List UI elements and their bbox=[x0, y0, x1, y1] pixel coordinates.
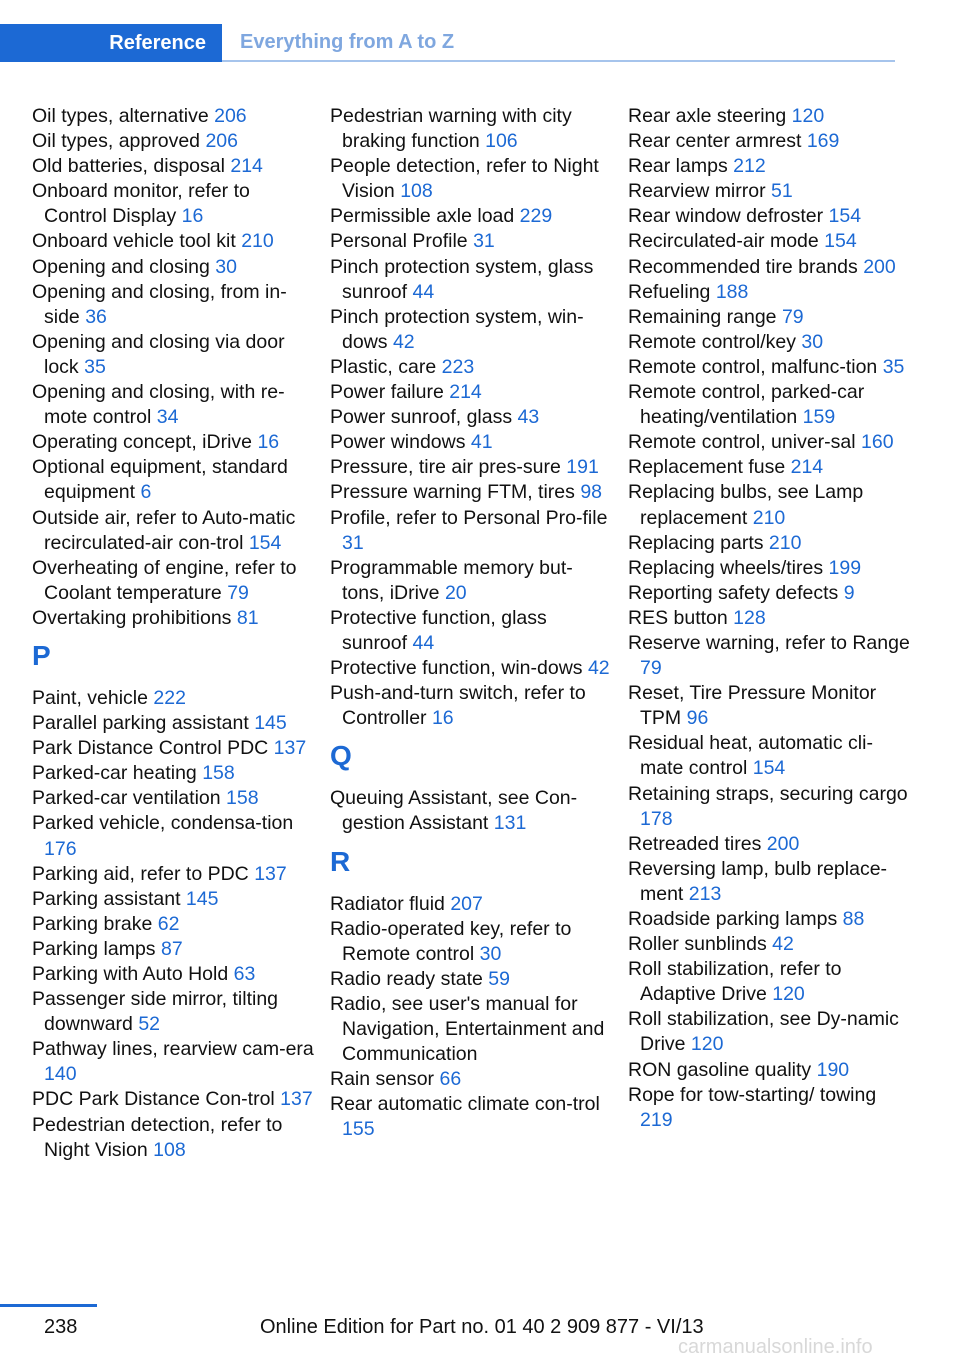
index-term: Replacing wheels/tires bbox=[628, 556, 829, 579]
index-entry bbox=[32, 104, 317, 129]
index-term: Protective function, win‐dows bbox=[330, 657, 588, 680]
index-term: Replacing parts bbox=[628, 531, 769, 554]
index-term: Pinch protection system, glass sunroof bbox=[330, 255, 594, 303]
index-entry bbox=[32, 255, 317, 280]
index-entry bbox=[32, 736, 317, 761]
page-reference-link[interactable]: 62 bbox=[157, 912, 180, 935]
page-reference-link[interactable]: 222 bbox=[153, 686, 186, 709]
index-entry bbox=[32, 987, 317, 1037]
page-reference-link[interactable]: 190 bbox=[816, 1058, 850, 1081]
page-reference-link[interactable]: 160 bbox=[861, 431, 894, 454]
page-reference-link[interactable]: 31 bbox=[473, 230, 495, 253]
page-reference-link[interactable]: 120 bbox=[690, 1033, 724, 1056]
page-reference-link[interactable]: 210 bbox=[768, 531, 802, 554]
index-term: Radiator fluid bbox=[330, 892, 451, 915]
page-reference-link[interactable]: 16 bbox=[181, 205, 204, 228]
page-reference-link[interactable]: 63 bbox=[233, 963, 256, 985]
page-reference-link[interactable]: 108 bbox=[400, 180, 433, 203]
index-entry bbox=[330, 480, 615, 505]
index-term: Park Distance Control PDC bbox=[32, 737, 274, 760]
page-reference-link[interactable]: 206 bbox=[214, 105, 247, 127]
page-reference-link[interactable]: 191 bbox=[566, 456, 599, 479]
page-reference-link[interactable]: 155 bbox=[342, 1118, 375, 1141]
index-term: Reserve warning, refer to Range bbox=[628, 631, 910, 654]
index-term: Radio ready state bbox=[330, 967, 489, 990]
index-entry bbox=[628, 731, 913, 781]
index-entry bbox=[330, 229, 615, 254]
index-term: Rear center armrest bbox=[628, 130, 807, 153]
index-entry bbox=[330, 967, 615, 992]
index-term: Oil types, approved bbox=[32, 130, 206, 153]
index-term: Rear automatic climate con‐trol bbox=[330, 1093, 600, 1116]
page-reference-link[interactable]: 79 bbox=[227, 581, 249, 604]
index-term: Recirculated-air mode bbox=[628, 230, 825, 253]
page-reference-link[interactable]: 214 bbox=[790, 456, 824, 479]
index-entry bbox=[32, 455, 317, 505]
index-term: Refueling bbox=[628, 280, 716, 303]
page-reference-link[interactable]: 35 bbox=[84, 355, 106, 378]
index-entry bbox=[330, 255, 615, 305]
index-term: Queuing Assistant, see Con‐gestion Assistant bbox=[330, 787, 578, 835]
index-term: Parallel parking assistant bbox=[32, 712, 255, 735]
page-reference-link[interactable]: 44 bbox=[412, 631, 435, 654]
index-entry bbox=[32, 154, 317, 179]
index-term: Parking aid, refer to PDC bbox=[32, 862, 255, 885]
index-term: RES button bbox=[628, 606, 734, 629]
page-reference-link[interactable]: 210 bbox=[241, 230, 274, 253]
index-term: Reversing lamp, bulb replace‐ment bbox=[628, 857, 888, 905]
index-term: Reporting safety defects bbox=[628, 581, 844, 604]
index-entry bbox=[32, 786, 317, 811]
page-reference-link[interactable]: 30 bbox=[215, 255, 237, 278]
page-reference-link[interactable]: 176 bbox=[44, 837, 77, 860]
page-reference-link[interactable]: 219 bbox=[640, 1108, 673, 1131]
page-reference-link[interactable]: 81 bbox=[236, 606, 259, 629]
index-term: Push-and-turn switch, refer to Controller bbox=[330, 682, 586, 730]
index-entry bbox=[628, 556, 913, 581]
index-term: Remote control, parked-car heating/ventilation bbox=[628, 381, 865, 429]
index-entry bbox=[628, 355, 913, 380]
index-term: Roller sunblinds bbox=[628, 933, 773, 956]
index-entry bbox=[330, 305, 615, 355]
index-term: Recommended tire brands bbox=[628, 255, 864, 278]
watermark: carmanualsonline.info bbox=[678, 1336, 873, 1358]
index-entry bbox=[628, 154, 913, 179]
index-entry bbox=[32, 937, 317, 962]
index-term: Old batteries, disposal bbox=[32, 155, 231, 178]
page-reference-link[interactable]: 34 bbox=[156, 406, 179, 429]
index-entry bbox=[330, 1067, 615, 1092]
page-reference-link[interactable]: 178 bbox=[640, 807, 673, 830]
index-entry bbox=[32, 1113, 317, 1163]
page-reference-link[interactable]: 43 bbox=[517, 406, 540, 429]
index-term: Parking brake bbox=[32, 912, 158, 935]
index-entry bbox=[330, 506, 615, 556]
page-reference-link[interactable]: 200 bbox=[863, 255, 896, 278]
index-term: Retaining straps, securing cargo bbox=[628, 782, 908, 805]
page-reference-link[interactable]: 30 bbox=[479, 942, 502, 965]
index-term: Opening and closing, with re‐mote control bbox=[32, 381, 285, 429]
index-entry bbox=[628, 932, 913, 957]
page-reference-link[interactable]: 6 bbox=[140, 481, 152, 504]
subsection-tab[interactable]: Everything from A to Z bbox=[240, 31, 455, 53]
index-entry bbox=[32, 380, 317, 430]
index-entry bbox=[32, 556, 317, 606]
index-entry bbox=[32, 962, 317, 987]
page-reference-link[interactable]: 154 bbox=[752, 757, 786, 780]
index-column-2 bbox=[330, 104, 615, 1142]
index-term: Plastic, care bbox=[330, 355, 442, 378]
index-entry bbox=[628, 857, 913, 907]
index-term: Operating concept, iDrive bbox=[32, 431, 258, 454]
index-term: Remote control/key bbox=[628, 330, 802, 353]
index-entry bbox=[32, 129, 317, 154]
page-reference-link[interactable]: 210 bbox=[752, 506, 786, 529]
page-reference-link[interactable]: 59 bbox=[488, 967, 510, 990]
index-entry bbox=[32, 606, 317, 631]
page-reference-link[interactable]: 66 bbox=[439, 1068, 462, 1091]
index-entry bbox=[330, 917, 615, 967]
index-term: Parked-car heating bbox=[32, 762, 203, 785]
index-entry bbox=[32, 330, 317, 380]
page-reference-link[interactable]: 30 bbox=[801, 330, 824, 353]
index-term: Parked-car ventilation bbox=[32, 787, 227, 810]
index-entry bbox=[32, 686, 317, 711]
index-term: Oil types, alternative bbox=[32, 105, 215, 127]
index-term: PDC Park Distance Con‐trol bbox=[32, 1088, 281, 1111]
index-entry bbox=[628, 907, 913, 932]
index-entry bbox=[330, 786, 615, 836]
index-column-1 bbox=[32, 104, 317, 1163]
index-entry bbox=[330, 992, 615, 1067]
index-entry bbox=[330, 455, 615, 480]
index-entry bbox=[32, 761, 317, 786]
page-reference-link[interactable]: 52 bbox=[138, 1013, 161, 1036]
page-reference-link[interactable]: 98 bbox=[580, 481, 603, 504]
index-term: Remote control, malfunc‐tion bbox=[628, 355, 883, 378]
index-entry bbox=[330, 606, 615, 656]
index-entry bbox=[32, 229, 317, 254]
page-reference-link[interactable]: 137 bbox=[254, 862, 287, 885]
index-entry bbox=[330, 1092, 615, 1142]
index-term: Pressure warning FTM, tires bbox=[330, 481, 581, 504]
index-entry bbox=[628, 782, 913, 832]
index-term: Opening and closing bbox=[32, 255, 216, 278]
index-term: Rearview mirror bbox=[628, 180, 772, 203]
index-term: Radio, see user's manual for Navigation, Entertainment and Communication bbox=[330, 992, 605, 1066]
index-term: Pressure, tire air pres‐sure bbox=[330, 456, 567, 479]
index-entry bbox=[628, 204, 913, 229]
page-reference-link[interactable]: 9 bbox=[843, 581, 855, 604]
index-entry bbox=[628, 455, 913, 480]
index-term: Parking lamps bbox=[32, 937, 161, 960]
index-term: Opening and closing via door lock bbox=[32, 330, 285, 378]
index-entry bbox=[32, 280, 317, 330]
index-term: Overtaking prohibitions bbox=[32, 606, 237, 629]
page-reference-link[interactable]: 159 bbox=[802, 406, 836, 429]
page-reference-link[interactable]: 36 bbox=[85, 305, 107, 328]
page-reference-link[interactable]: 145 bbox=[254, 712, 287, 735]
index-entry bbox=[330, 204, 615, 229]
index-term: Retreaded tires bbox=[628, 832, 767, 855]
index-entry bbox=[628, 129, 913, 154]
index-entry bbox=[32, 179, 317, 229]
page-reference-link[interactable]: 199 bbox=[828, 556, 862, 579]
page-reference-link[interactable]: 131 bbox=[493, 812, 527, 835]
page-reference-link[interactable]: 96 bbox=[686, 707, 709, 730]
index-entry bbox=[330, 892, 615, 917]
index-entry bbox=[32, 811, 317, 861]
page-reference-link[interactable]: 120 bbox=[772, 983, 805, 1006]
index-term: Pinch protection system, win‐dows bbox=[330, 305, 584, 353]
index-entry bbox=[32, 711, 317, 736]
page-reference-link[interactable]: 188 bbox=[715, 280, 749, 303]
index-entry bbox=[628, 1083, 913, 1133]
header-bar bbox=[0, 24, 895, 62]
index-entry bbox=[32, 912, 317, 937]
index-entry bbox=[628, 531, 913, 556]
index-term: Outside air, refer to Auto‐matic recirculated-air con‐trol bbox=[32, 506, 296, 554]
index-letter-heading: Q bbox=[330, 740, 352, 772]
index-entry bbox=[330, 104, 615, 154]
index-term: Passenger side mirror, tilting downward bbox=[32, 988, 279, 1036]
index-term: RON gasoline quality bbox=[628, 1058, 817, 1081]
index-entry bbox=[628, 255, 913, 280]
page-reference-link[interactable]: 137 bbox=[280, 1088, 313, 1111]
index-entry bbox=[330, 681, 615, 731]
index-term: Rain sensor bbox=[330, 1068, 440, 1091]
page-reference-link[interactable]: 106 bbox=[485, 130, 518, 153]
page-reference-link[interactable]: 31 bbox=[342, 531, 364, 554]
index-letter-heading: P bbox=[32, 639, 51, 671]
page-reference-link[interactable]: 51 bbox=[771, 180, 793, 203]
index-term: People detection, refer to Night Vision bbox=[330, 155, 599, 203]
index-term: Reset, Tire Pressure Monitor TPM bbox=[628, 682, 877, 730]
page-reference-link[interactable]: 214 bbox=[449, 381, 482, 404]
page-reference-link[interactable]: 42 bbox=[392, 330, 415, 353]
page-reference-link[interactable]: 158 bbox=[202, 762, 235, 785]
index-entry bbox=[330, 380, 615, 405]
index-term: Protective function, glass sunroof bbox=[330, 606, 547, 654]
index-entry bbox=[628, 581, 913, 606]
page-reference-link[interactable]: 44 bbox=[412, 280, 435, 303]
index-entry bbox=[32, 430, 317, 455]
index-term: Profile, refer to Personal Pro‐file bbox=[330, 506, 608, 529]
index-term: Power windows bbox=[330, 431, 471, 454]
page-reference-link[interactable]: 20 bbox=[444, 581, 467, 604]
index-term: Personal Profile bbox=[330, 230, 474, 253]
edition-note: Online Edition for Part no. 01 40 2 909 877 - VI/13 bbox=[260, 1316, 704, 1338]
header-divider bbox=[222, 60, 895, 62]
index-entry bbox=[32, 506, 317, 556]
index-term: Rear axle steering bbox=[628, 105, 792, 127]
index-term: Overheating of engine, refer to Coolant temperature bbox=[32, 556, 297, 604]
index-entry bbox=[330, 154, 615, 204]
index-term: Pathway lines, rearview cam‐era bbox=[32, 1038, 314, 1061]
index-letter-heading: R bbox=[330, 845, 351, 877]
index-entry bbox=[330, 405, 615, 430]
index-term: Residual heat, automatic cli‐mate control bbox=[628, 732, 873, 780]
page-reference-link[interactable]: 207 bbox=[450, 892, 483, 915]
index-term: Roll stabilization, see Dy‐namic Drive bbox=[628, 1008, 899, 1056]
index-term: Permissible axle load bbox=[330, 205, 520, 228]
page-reference-link[interactable]: 42 bbox=[772, 933, 794, 956]
page-reference-link[interactable]: 35 bbox=[882, 355, 905, 378]
index-entry bbox=[330, 355, 615, 380]
page-reference-link[interactable]: 108 bbox=[153, 1138, 186, 1161]
page-reference-link[interactable]: 128 bbox=[733, 606, 766, 629]
index-entry bbox=[628, 681, 913, 731]
index-entry bbox=[628, 280, 913, 305]
index-entry bbox=[32, 1037, 317, 1087]
page-reference-link[interactable]: 206 bbox=[205, 130, 238, 153]
page-reference-link[interactable]: 154 bbox=[824, 230, 857, 253]
page-reference-link[interactable]: 154 bbox=[828, 205, 862, 228]
index-entry bbox=[32, 1087, 317, 1112]
page-reference-link[interactable]: 16 bbox=[257, 431, 280, 454]
index-term: Power failure bbox=[330, 381, 450, 404]
index-term: Replacing bulbs, see Lamp replacement bbox=[628, 481, 864, 529]
index-entry bbox=[628, 631, 913, 681]
page-reference-link[interactable]: 120 bbox=[791, 105, 825, 127]
footer-rule bbox=[0, 1304, 97, 1307]
index-entry bbox=[628, 1058, 913, 1083]
page-reference-link[interactable]: 87 bbox=[160, 937, 183, 960]
index-term: Remaining range bbox=[628, 305, 782, 328]
page-reference-link[interactable]: 229 bbox=[519, 205, 553, 228]
index-entry bbox=[628, 179, 913, 204]
index-term: Pedestrian warning with city braking function bbox=[330, 105, 572, 153]
page-reference-link[interactable]: 88 bbox=[842, 908, 865, 930]
index-term: Rope for tow-starting/ towing bbox=[628, 1083, 877, 1106]
index-entry bbox=[330, 656, 615, 681]
index-entry bbox=[628, 305, 913, 330]
page-reference-link[interactable]: 200 bbox=[766, 832, 800, 855]
page-reference-link[interactable]: 41 bbox=[470, 431, 493, 454]
page-reference-link[interactable]: 223 bbox=[441, 355, 475, 378]
index-term: Onboard monitor, refer to Control Display bbox=[32, 180, 250, 228]
index-term: Rear lamps bbox=[628, 155, 734, 178]
index-entry bbox=[628, 380, 913, 430]
index-entry bbox=[32, 862, 317, 887]
page-reference-link[interactable]: 16 bbox=[431, 707, 454, 730]
page-number: 238 bbox=[44, 1316, 78, 1338]
index-term: Opening and closing, from in‐side bbox=[32, 280, 287, 328]
index-entry bbox=[628, 430, 913, 455]
index-term: Programmable memory but‐tons, iDrive bbox=[330, 556, 573, 604]
index-term: Pedestrian detection, refer to Night Vision bbox=[32, 1113, 283, 1161]
page-reference-link[interactable]: 213 bbox=[688, 882, 722, 905]
index-term: Replacement fuse bbox=[628, 456, 791, 479]
page-reference-link[interactable]: 42 bbox=[587, 657, 610, 680]
page-reference-link[interactable]: 169 bbox=[806, 130, 840, 153]
index-entry bbox=[32, 887, 317, 912]
section-tab[interactable]: Reference bbox=[0, 24, 222, 62]
index-entry bbox=[628, 1007, 913, 1057]
index-entry bbox=[628, 832, 913, 857]
page-reference-link[interactable]: 158 bbox=[226, 787, 259, 810]
index-term: Radio-operated key, refer to Remote control bbox=[330, 917, 572, 965]
index-term: Parked vehicle, condensa‐tion bbox=[32, 812, 294, 835]
page-reference-link[interactable]: 214 bbox=[230, 155, 263, 178]
index-term: Power sunroof, glass bbox=[330, 406, 518, 429]
index-entry bbox=[628, 480, 913, 530]
index-term: Onboard vehicle tool kit bbox=[32, 230, 242, 253]
page-reference-link[interactable]: 154 bbox=[248, 531, 282, 554]
index-entry bbox=[628, 104, 913, 129]
page-reference-link[interactable]: 137 bbox=[273, 737, 307, 760]
page-reference-link[interactable]: 79 bbox=[640, 657, 662, 680]
page-reference-link[interactable]: 79 bbox=[781, 305, 804, 328]
index-column-3 bbox=[628, 104, 913, 1133]
index-term: Paint, vehicle bbox=[32, 686, 154, 709]
page-reference-link[interactable]: 145 bbox=[185, 887, 219, 910]
page-reference-link[interactable]: 140 bbox=[44, 1063, 77, 1086]
index-term: Optional equipment, standard equipment bbox=[32, 456, 288, 504]
index-entry bbox=[628, 957, 913, 1007]
index-entry bbox=[628, 229, 913, 254]
index-term: Roll stabilization, refer to Adaptive Drive bbox=[628, 958, 842, 1006]
index-term: Parking assistant bbox=[32, 887, 186, 910]
index-term: Roadside parking lamps bbox=[628, 908, 843, 930]
page-reference-link[interactable]: 212 bbox=[733, 155, 766, 178]
index-entry bbox=[628, 330, 913, 355]
index-term: Remote control, univer‐sal bbox=[628, 431, 862, 454]
index-entry bbox=[628, 606, 913, 631]
index-term: Rear window defroster bbox=[628, 205, 829, 228]
index-term: Parking with Auto Hold bbox=[32, 963, 234, 985]
index-entry bbox=[330, 430, 615, 455]
index-entry bbox=[330, 556, 615, 606]
